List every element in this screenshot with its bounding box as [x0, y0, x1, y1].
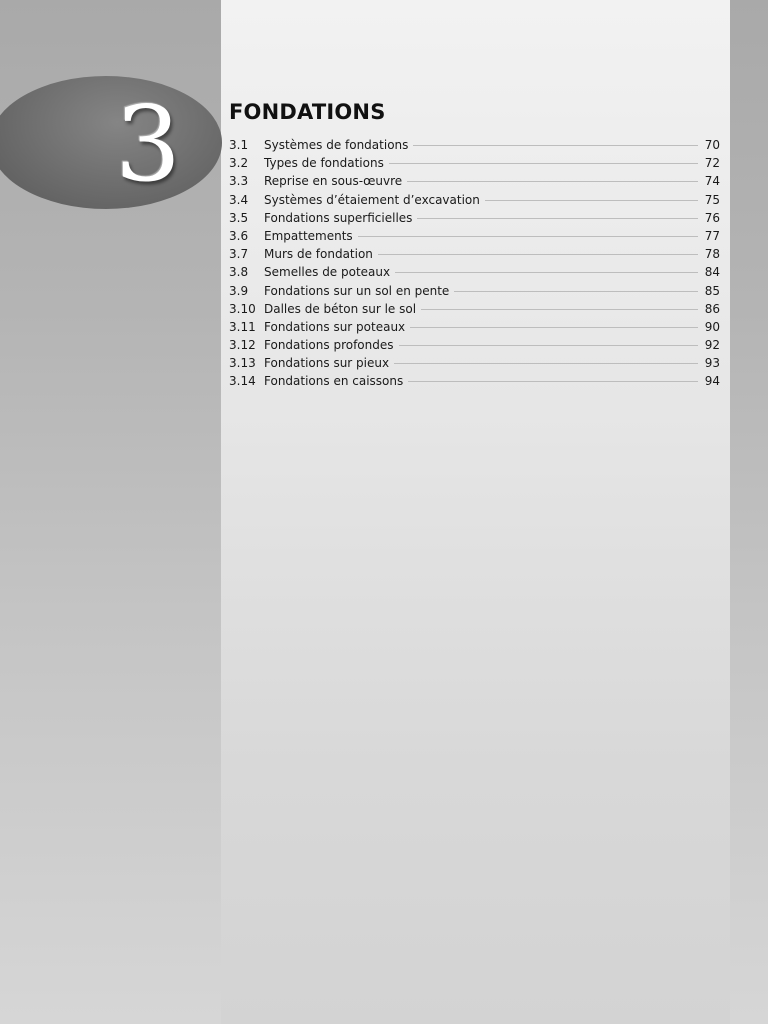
toc-entry[interactable]	[229, 263, 720, 281]
toc-entry[interactable]	[229, 354, 720, 372]
toc-entry[interactable]	[229, 191, 720, 209]
toc-leader-line	[454, 291, 698, 292]
toc-entry-page: 78	[704, 247, 720, 262]
toc-entry-page: 75	[704, 192, 720, 207]
chapter-number: 3	[114, 83, 182, 205]
toc-entry-number: 3.9	[229, 283, 249, 298]
toc-entry-title: Fondations sur un sol en pente	[264, 283, 450, 298]
toc-entry-number: 3.7	[229, 247, 249, 262]
toc-entry-title: Systèmes de fondations	[264, 138, 409, 152]
toc-entry-number: 3.10	[229, 301, 256, 316]
toc-entry-title: Types de fondations	[264, 156, 384, 171]
toc-entry-page: 93	[704, 356, 720, 371]
toc-entry[interactable]	[229, 136, 720, 154]
toc-leader-line	[378, 254, 698, 255]
chapter-title: FONDATIONS	[229, 100, 386, 124]
toc-entry-page: 86	[704, 301, 720, 316]
toc-entry-number: 3.13	[229, 356, 256, 371]
table-of-contents	[229, 136, 720, 391]
toc-entry[interactable]	[229, 227, 720, 245]
toc-entry-title: Fondations profondes	[264, 338, 394, 353]
toc-leader-line	[407, 181, 698, 182]
toc-entry[interactable]	[229, 300, 720, 318]
toc-entry-title: Fondations en caissons	[264, 374, 404, 389]
toc-entry[interactable]	[229, 154, 720, 172]
toc-entry-page: 74	[704, 174, 720, 189]
toc-entry-title: Fondations sur poteaux	[264, 319, 406, 334]
toc-leader-line	[394, 363, 698, 364]
toc-entry[interactable]	[229, 245, 720, 263]
toc-leader-line	[399, 345, 699, 346]
toc-entry-page: 85	[704, 283, 720, 298]
toc-leader-line	[485, 200, 698, 201]
toc-leader-line	[395, 272, 698, 273]
toc-entry-page: 92	[704, 338, 720, 353]
toc-entry-page: 84	[704, 265, 720, 280]
toc-entry-number: 3.2	[229, 156, 249, 171]
toc-entry[interactable]	[229, 372, 720, 390]
toc-entry-title: Murs de fondation	[264, 247, 373, 262]
toc-entry-title: Fondations sur pieux	[264, 356, 390, 371]
toc-entry-page: 77	[704, 228, 720, 243]
toc-leader-line	[413, 145, 698, 146]
toc-entry-title: Systèmes d’étaiement d’excavation	[264, 192, 480, 207]
toc-entry-page: 72	[704, 156, 720, 171]
toc-entry-title: Dalles de béton sur le sol	[264, 301, 417, 316]
toc-entry[interactable]	[229, 336, 720, 354]
toc-entry-number: 3.5	[229, 210, 249, 225]
toc-leader-line	[408, 381, 698, 382]
toc-leader-line	[389, 163, 698, 164]
chapter-badge	[0, 76, 222, 209]
toc-entry-title: Fondations superficielles	[264, 210, 413, 225]
toc-entry[interactable]	[229, 318, 720, 336]
toc-entry-number: 3.4	[229, 192, 249, 207]
toc-entry-title: Reprise en sous-œuvre	[264, 174, 403, 189]
toc-leader-line	[421, 309, 698, 310]
toc-leader-line	[417, 218, 698, 219]
toc-entry[interactable]	[229, 209, 720, 227]
toc-entry-number: 3.6	[229, 228, 249, 243]
toc-entry-number: 3.1	[229, 138, 249, 152]
toc-entry-page: 70	[704, 138, 720, 152]
toc-entry[interactable]	[229, 282, 720, 300]
toc-entry[interactable]	[229, 172, 720, 190]
toc-entry-title: Empattements	[264, 228, 353, 243]
toc-entry-page: 76	[704, 210, 720, 225]
toc-entry-number: 3.14	[229, 374, 256, 389]
toc-entry-number: 3.12	[229, 338, 256, 353]
toc-entry-title: Semelles de poteaux	[264, 265, 391, 280]
toc-leader-line	[358, 236, 698, 237]
toc-entry-page: 94	[704, 374, 720, 389]
toc-entry-page: 90	[704, 319, 720, 334]
toc-entry-number: 3.11	[229, 319, 256, 334]
toc-entry-number: 3.3	[229, 174, 249, 189]
toc-leader-line	[410, 327, 698, 328]
toc-entry-number: 3.8	[229, 265, 249, 280]
